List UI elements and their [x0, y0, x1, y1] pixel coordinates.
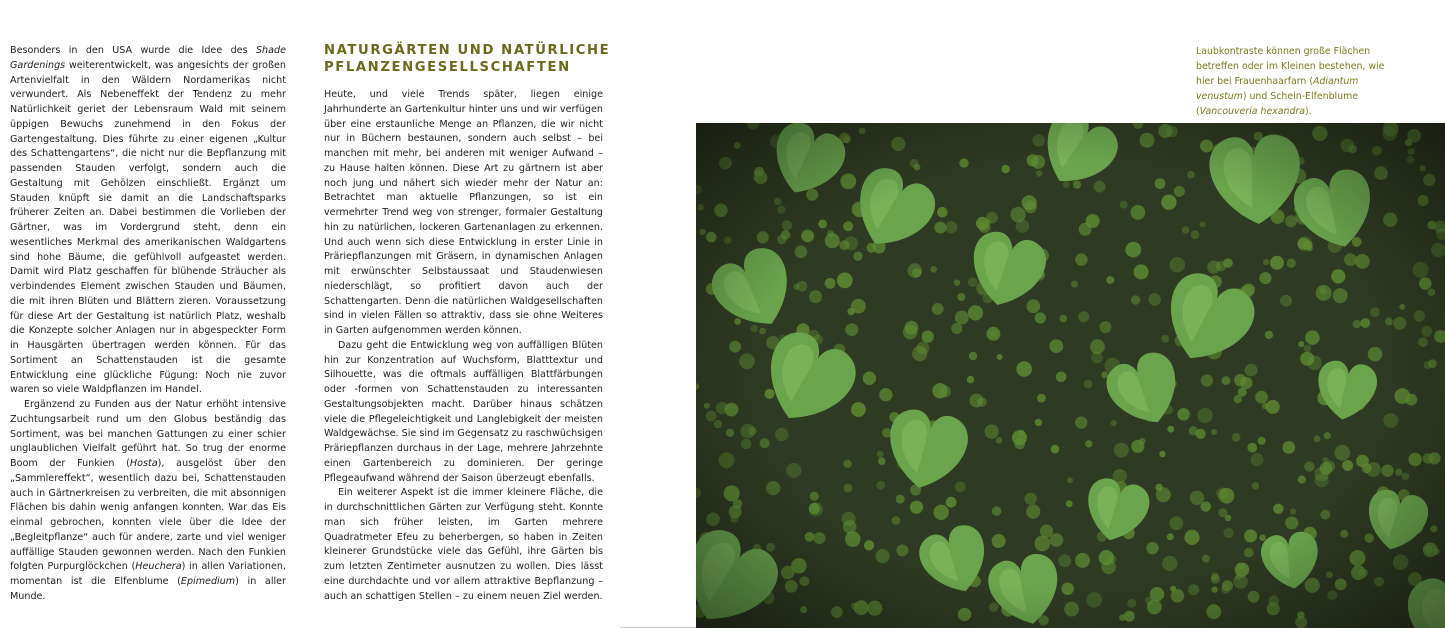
text-run: weiterentwickelt, was angesichts der großen Artenvielfalt in den Wäldern Nordamerikas nicht verwundert. Als Nebeneffekt der Tendenz zu mehr Natürlichkeit geriet der Lebensraum Wald mit seinem üppigen Bewuchs zunehmend in den Fokus der Gartengestaltung. Dies führte zu einer eigenen „Kultur des Schattengartens“, die nicht nur die Bepflanzung mit passenden Stauden verfolgt, sondern auch die Gestaltung mit Gehölzen einschließt. Ergänzt um Stauden knüpft sie damit an die Landschaftsparks früherer Zeiten an. Dabei bestimmen die Vorlieben der Gärtner, was im Vordergrund steht, denn ein wesentliches Merkmal des amerikanischen Waldgartens sind hohe Bäume, die gefühlvoll aufgeastet werden. Damit wird Platz geschaffen für blühende Sträucher als verbindendes Element zwischen Stauden und Bäumen, die mit ihren Blüten und Blättern zieren. Voraussetzung für diese Art der Gestaltung ist natürlich Platz, weshalb die Konzepte solcher Anlagen nur in abgespeckter Form in Hausgärten übertragen werden können. Für das Sortiment an Schattenstauden ist die gesamte Entwicklung eine glückliche Fügung: Noch nie zuvor waren so viele Waldpflanzen im Handel.	[10, 59, 286, 396]
paragraph	[10, 44, 286, 398]
text-run: Dazu geht die Entwicklung weg von auffälligen Blüten hin zur Konzentration auf Wuchsform, Blatttextur und Silhouette, was die oftmals auffälligen Blattfärbungen oder -formen von Schattenstauden zu interessanten Gestaltungsobjekten macht. Darüber hinaus schätzen viele die Pflegeleichtigkeit und Langlebigkeit der meisten Waldgewächse. Sie sind im Gegensatz zu raschwüchsigen Präriepflanzen durchaus in der Lage, mehrere Jahrzehnte einen Gartenbereich zu dominieren. Der geringe Pflegeaufwand während der Saison überzeugt ebenfalls.	[324, 339, 603, 484]
italic-term: Hosta	[129, 458, 158, 469]
italic-term: Adiantum venustum	[1196, 76, 1359, 102]
italic-term: Vancouveria hexandra	[1199, 106, 1305, 117]
text-run: ).	[1305, 106, 1312, 117]
section-heading	[324, 42, 624, 76]
italic-term: Shade Gardenings	[10, 45, 286, 71]
fern-foliage-photo	[696, 123, 1445, 628]
middle-text-column	[324, 88, 603, 604]
paragraph	[324, 486, 603, 604]
photo-caption	[1196, 44, 1386, 119]
paragraph	[10, 398, 286, 605]
paragraph	[324, 339, 603, 487]
text-run: ) in aller Munde.	[10, 576, 286, 602]
text-run: Besonders in den USA wurde die Idee des	[10, 45, 256, 56]
text-run: ) und Schein-Elfenblume (	[1196, 91, 1358, 117]
italic-term: Heuchera	[135, 561, 182, 573]
text-run: Ein weiterer Aspekt ist die immer kleinere Fläche, die in durchschnittlichen Gärten zur Verfügung steht. Konnte man sich früher leisten, im Garten mehrere Quadratmeter Efeu zu beherbergen, so haben in Zeiten kleinerer Grundstücke viele das Gefühl, ihre Gärten bis zum letzten Zentimeter ausnutzen zu wollen. Dies lässt eine durchdachte und vor allem attraktive Bepflanzung – auch an schattigen Stellen – zu einem neuen Ziel werden.	[324, 487, 603, 602]
text-run: ), ausgelöst über den „Sammlereffekt“, wesentlich dazu bei, Schattenstauden auch in Gärtnerkreisen zu verbreiten, die mit absonnigen Flächen bis dahin wenig anfangen konnten. War das Eis einmal gebrochen, konnten viele über die Idee der „Begleitpflanze“ auch für andere, zarte und viel weniger auffällige Stauden gewonnen werden. Nach den Funkien folgten Purpurglöckchen (	[10, 458, 286, 573]
text-run: Heute, und viele Trends später, liegen einige Jahrhunderte an Gartenkultur hinter uns und wir verfügen über eine erstaunliche Menge an Pflanzen, die wir nicht nur in Büchern bestaunen, sondern auch selbst – bei manchen mit mehr, bei anderen mit weniger Aufwand – zu Hause halten können. Diese Art zu gärtnern ist aber noch jung und nähert sich wieder mehr der Natur an: Betrachtet man aktuelle Pflanzungen, so ist ein vermehrter Trend weg von strenger, formaler Gestaltung hin zu natürlichen, lockeren Gartenanlagen zu erkennen. Und auch wenn sich diese Entwicklung in erster Linie in Präriepflanzungen mit Gräsern, in dynamischen Anlagen mit erwünschter Selbstaussaat und Staudenwiesen niederschlägt, so profitiert davon auch der Schattengarten. Denn die natürlichen Waldgesellschaften sind in vielen Fällen so attraktiv, dass sie ohne Weiteres in Garten aufgenommen werden können.	[324, 89, 603, 336]
text-run: Ergänzend zu Funden aus der Natur erhöht intensive Zuchtungsarbeit rund um den Globus beständig das Sortiment, was bei manchen Gattungen zu einer schier unglaublichen Vielfalt geführt hat. So trug der enorme Boom der Funkien (	[10, 399, 286, 469]
left-text-column	[10, 44, 286, 605]
section-heading-line-1: NATURGÄRTEN UND NATÜRLICHE	[324, 43, 611, 58]
paragraph	[324, 88, 603, 339]
section-heading-line-2: PFLANZENGESELLSCHAFTEN	[324, 60, 571, 75]
italic-term: Epimedium	[180, 576, 236, 587]
text-run: Laubkontraste können große Flächen betreffen oder im Kleinen bestehen, wie hier bei Frauenhaarfarn (	[1196, 46, 1385, 87]
text-run: ) in allen Variationen, momentan ist die Elfenblume (	[10, 561, 286, 587]
